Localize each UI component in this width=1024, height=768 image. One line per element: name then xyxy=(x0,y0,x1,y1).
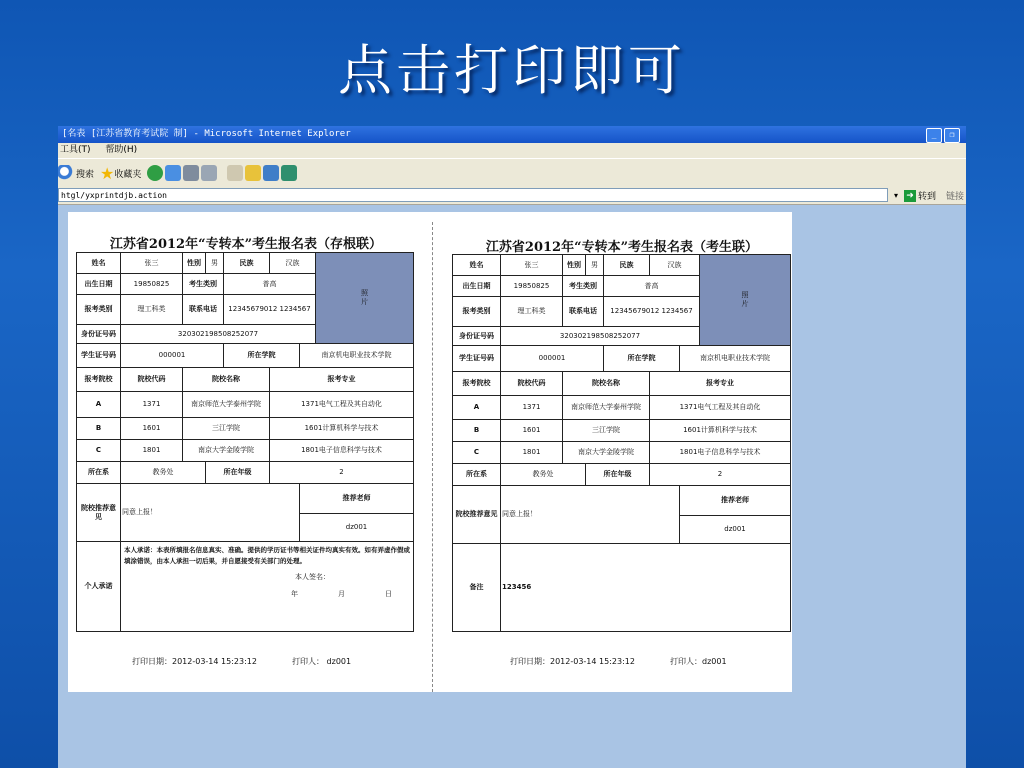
apply-type-value: 理工科类 xyxy=(121,295,183,325)
category-value: 普高 xyxy=(224,274,316,295)
table-row xyxy=(77,440,414,462)
gender-value: 男 xyxy=(206,253,224,274)
browser-title: [名表 [江苏省教育考试院 制] - Microsoft Internet Explorer xyxy=(62,129,351,139)
phone-label: 联系电话 xyxy=(563,297,604,327)
year-label: 年 xyxy=(291,590,298,598)
candidate-printer: 打印人：dz001 xyxy=(670,657,727,666)
restore-icon[interactable]: ❐ xyxy=(944,128,960,143)
gender-label: 性别 xyxy=(183,253,206,274)
school-header: 报考院校 xyxy=(453,372,501,396)
remark-label: 备注 xyxy=(453,544,501,632)
table-row xyxy=(453,420,791,442)
dept-label: 所在系 xyxy=(77,462,121,484)
birth-value: 19850825 xyxy=(501,276,563,297)
dept-label: 所在系 xyxy=(453,464,501,486)
stub-print-date: 打印日期：2012-03-14 15:23:12 xyxy=(132,657,257,666)
school-level: B xyxy=(453,420,501,442)
search-button[interactable] xyxy=(58,165,94,181)
media-icon[interactable] xyxy=(147,165,163,181)
name-value: 张三 xyxy=(121,253,183,274)
stub-form-table xyxy=(76,252,414,632)
apply-type-label: 报考类别 xyxy=(453,297,501,327)
id-label: 身份证号码 xyxy=(453,327,501,346)
recommend-value: 同意上报！ xyxy=(121,484,300,542)
pledge-text: 本人承诺：本表所填报名信息真实、准确。提供的学历证书等相关证件均真实有效。如有弄虚作假或填涂错误，由本人承担一切后果，并自愿接受有关部门的处理。 xyxy=(124,546,410,565)
favorites-button[interactable] xyxy=(100,164,141,183)
school-header: 报考院校 xyxy=(77,368,121,392)
gender-value: 男 xyxy=(586,255,604,276)
school-major: 1601计算机科学与技术 xyxy=(650,420,791,442)
slide-title: 点击打印即可 xyxy=(338,39,686,102)
school-code: 1801 xyxy=(121,440,183,462)
photo-text-1: 照 xyxy=(361,289,368,297)
college-value: 南京机电职业技术学院 xyxy=(300,344,414,368)
phone-label: 联系电话 xyxy=(183,295,224,325)
recommend-value: 同意上报！ xyxy=(501,486,680,544)
gender-label: 性别 xyxy=(563,255,586,276)
name-value: 张三 xyxy=(501,255,563,276)
table-row xyxy=(77,418,414,440)
links-label[interactable]: 链接 xyxy=(946,192,965,202)
ethnic-value: 汉族 xyxy=(270,253,316,274)
school-code-header: 院校代码 xyxy=(121,368,183,392)
birth-label: 出生日期 xyxy=(453,276,501,297)
birth-value: 19850825 xyxy=(121,274,183,295)
recommend-label: 院校推荐意见 xyxy=(453,486,501,544)
school-level: B xyxy=(77,418,121,440)
school-major: 1801电子信息科学与技术 xyxy=(650,442,791,464)
school-major: 1371电气工程及其自动化 xyxy=(650,396,791,420)
photo-text-2: 片 xyxy=(361,298,368,306)
school-level: C xyxy=(77,440,121,462)
grade-value: 2 xyxy=(650,464,791,486)
id-value: 320302198508252077 xyxy=(121,325,316,344)
candidate-form-table xyxy=(452,254,791,632)
school-name-header: 院校名称 xyxy=(563,372,650,396)
school-major: 1801电子信息科学与技术 xyxy=(270,440,414,462)
photo-placeholder xyxy=(700,255,791,346)
teacher-value: dz001 xyxy=(680,516,791,544)
browser-title-bar xyxy=(58,126,966,143)
go-label: 转到 xyxy=(918,192,937,202)
phone-value: 12345679012 1234567 xyxy=(224,295,316,325)
menu-bar xyxy=(58,143,966,158)
school-code: 1601 xyxy=(121,418,183,440)
table-row xyxy=(453,442,791,464)
phone-value: 12345679012 1234567 xyxy=(604,297,700,327)
school-name: 南京大学金陵学院 xyxy=(563,442,650,464)
photo-placeholder xyxy=(316,253,414,344)
dropdown-icon[interactable]: ▾ xyxy=(894,191,899,200)
id-label: 身份证号码 xyxy=(77,325,121,344)
category-label: 考生类别 xyxy=(563,276,604,297)
dept-value: 教务处 xyxy=(501,464,586,486)
school-name-header: 院校名称 xyxy=(183,368,270,392)
recommend-label: 院校推荐意见 xyxy=(77,484,121,542)
personal-label: 个人承诺 xyxy=(77,542,121,632)
go-button[interactable] xyxy=(894,189,964,202)
stub-title: 江苏省2012年“专转本”考生报名表（存根联） xyxy=(109,237,383,252)
school-major: 1371电气工程及其自动化 xyxy=(270,392,414,418)
day-label: 日 xyxy=(385,590,392,598)
id-value: 320302198508252077 xyxy=(501,327,700,346)
apply-type-label: 报考类别 xyxy=(77,295,121,325)
table-row xyxy=(77,392,414,418)
school-name: 三江学院 xyxy=(563,420,650,442)
school-code-header: 院校代码 xyxy=(501,372,563,396)
ethnic-label: 民族 xyxy=(604,255,650,276)
folder-icon[interactable] xyxy=(227,165,243,181)
search-icon xyxy=(58,165,74,181)
candidate-title: 江苏省2012年“专转本”考生报名表（考生联） xyxy=(485,240,759,255)
messenger-icon[interactable] xyxy=(281,165,297,181)
teacher-value: dz001 xyxy=(300,514,414,542)
student-no-label: 学生证号码 xyxy=(453,346,501,372)
school-code: 1801 xyxy=(501,442,563,464)
school-level: A xyxy=(453,396,501,420)
school-name: 南京师范大学泰州学院 xyxy=(183,392,270,418)
category-label: 考生类别 xyxy=(183,274,224,295)
grade-label: 所在年级 xyxy=(586,464,650,486)
grade-label: 所在年级 xyxy=(206,462,270,484)
photo-text-1: 照 xyxy=(741,291,749,299)
favorites-label: 收藏夹 xyxy=(114,169,142,180)
student-no-value: 000001 xyxy=(501,346,604,372)
signature-label: 本人签名： xyxy=(295,573,330,581)
stub-printer: 打印人： dz001 xyxy=(292,657,352,666)
student-no-value: 000001 xyxy=(121,344,224,368)
school-major: 1601计算机科学与技术 xyxy=(270,418,414,440)
toolbar xyxy=(58,158,966,188)
notes-icon[interactable] xyxy=(245,165,261,181)
cut-line xyxy=(432,222,434,692)
category-value: 普高 xyxy=(604,276,700,297)
address-bar xyxy=(58,187,966,205)
school-name: 南京大学金陵学院 xyxy=(183,440,270,462)
teacher-label: 推荐老师 xyxy=(680,486,791,516)
student-no-label: 学生证号码 xyxy=(77,344,121,368)
search-label: 搜索 xyxy=(76,169,95,180)
minimize-icon[interactable]: _ xyxy=(926,128,942,143)
photo-text-2: 片 xyxy=(741,300,749,308)
school-code: 1371 xyxy=(501,396,563,420)
remark-value: 123456 xyxy=(501,544,791,632)
apply-type-value: 理工科类 xyxy=(501,297,563,327)
school-name: 三江学院 xyxy=(183,418,270,440)
teacher-label: 推荐老师 xyxy=(300,484,414,514)
table-row xyxy=(453,396,791,420)
name-label: 姓名 xyxy=(77,253,121,274)
name-label: 姓名 xyxy=(453,255,501,276)
mail-icon[interactable] xyxy=(183,165,199,181)
research-icon[interactable] xyxy=(263,165,279,181)
ethnic-value: 汉族 xyxy=(650,255,700,276)
star-icon: ★ xyxy=(100,163,115,183)
college-value: 南京机电职业技术学院 xyxy=(680,346,791,372)
major-header: 报考专业 xyxy=(650,372,791,396)
school-name: 南京师范大学泰州学院 xyxy=(563,396,650,420)
month-label: 月 xyxy=(338,590,345,598)
college-label: 所在学院 xyxy=(224,344,300,368)
college-label: 所在学院 xyxy=(604,346,680,372)
school-level: C xyxy=(453,442,501,464)
go-arrow-icon: ➜ xyxy=(904,190,916,202)
menu-item-tools[interactable]: 工具(T) xyxy=(60,145,91,155)
dept-value: 教务处 xyxy=(121,462,206,484)
print-icon[interactable] xyxy=(201,165,217,181)
address-input[interactable]: htgl/yxprintdjb.action xyxy=(58,188,888,202)
major-header: 报考专业 xyxy=(270,368,414,392)
grade-value: 2 xyxy=(270,462,414,484)
candidate-print-date: 打印日期：2012-03-14 15:23:12 xyxy=(510,657,635,666)
history-icon[interactable] xyxy=(165,165,181,181)
birth-label: 出生日期 xyxy=(77,274,121,295)
school-code: 1371 xyxy=(121,392,183,418)
pledge-cell xyxy=(121,542,414,632)
menu-item-help[interactable]: 帮助(H) xyxy=(105,145,138,155)
school-level: A xyxy=(77,392,121,418)
ethnic-label: 民族 xyxy=(224,253,270,274)
school-code: 1601 xyxy=(501,420,563,442)
